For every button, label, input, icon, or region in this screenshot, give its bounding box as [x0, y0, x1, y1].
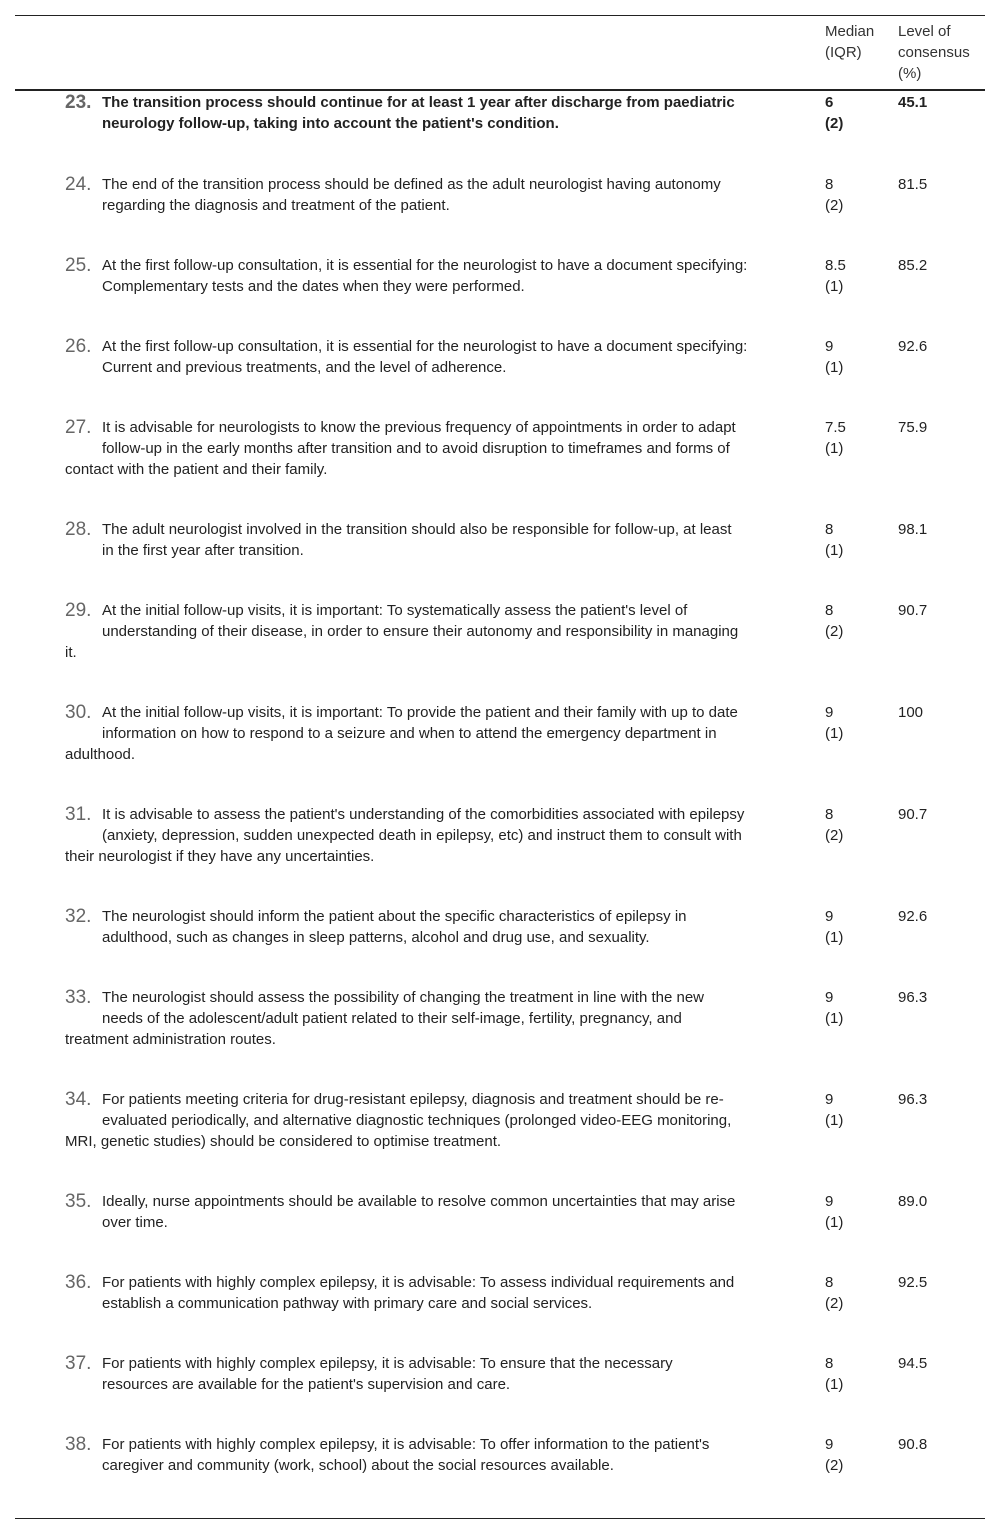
- statement-line: caregiver and community (work, school) about the social resources available.: [102, 1457, 614, 1474]
- item-number: 37.: [65, 1353, 92, 1374]
- statement-line: MRI, genetic studies) should be considered to optimise treatment.: [65, 1133, 502, 1150]
- iqr-value: (2): [825, 115, 844, 132]
- median-cell: [825, 804, 885, 846]
- consensus-value: 96.3: [898, 989, 928, 1006]
- median-value: 8.5: [825, 257, 846, 274]
- median-value: 9: [825, 989, 834, 1006]
- item-number: 25.: [65, 255, 92, 276]
- statement: [65, 906, 827, 948]
- statement-line: The neurologist should assess the possibility of changing the treatment in line with the new: [102, 989, 705, 1006]
- median-value: 9: [825, 338, 834, 355]
- median-value: 8: [825, 602, 834, 619]
- median-cell: [825, 255, 885, 297]
- statement-line: The adult neurologist involved in the transition should also be responsible for follow-up, at least: [102, 521, 732, 538]
- item-number: 32.: [65, 906, 92, 927]
- statement-line: The end of the transition process should be defined as the adult neurologist having autonomy: [102, 176, 721, 193]
- statement-line: Ideally, nurse appointments should be available to resolve common uncertainties that may arise: [102, 1193, 736, 1210]
- statement-line: At the initial follow-up visits, it is important: To systematically assess the patient's level of: [102, 602, 688, 619]
- column-header-median: [825, 21, 885, 63]
- statement-line: For patients meeting criteria for drug-resistant epilepsy, diagnosis and treatment should be re-: [102, 1091, 724, 1108]
- median-cell: [825, 1353, 885, 1395]
- median-cell: [825, 174, 885, 216]
- statement-line: in the first year after transition.: [102, 542, 304, 559]
- statement-line: Complementary tests and the dates when they were performed.: [102, 278, 525, 295]
- median-value: 8: [825, 806, 834, 823]
- consensus-value: 90.8: [898, 1436, 928, 1453]
- median-value: 9: [825, 908, 834, 925]
- median-cell: [825, 906, 885, 948]
- statement-line: The transition process should continue for at least 1 year after discharge from paediatric: [102, 94, 735, 111]
- statement-line: It is advisable for neurologists to know the previous frequency of appointments in order to adapt: [102, 419, 736, 436]
- statement-line: information on how to respond to a seizure and when to attend the emergency department in: [102, 725, 717, 742]
- iqr-value: (1): [825, 278, 844, 295]
- consensus-value: 96.3: [898, 1091, 928, 1108]
- statement-line: For patients with highly complex epilepsy, it is advisable: To offer information to the patient's: [102, 1436, 710, 1453]
- statement-line: At the initial follow-up visits, it is important: To provide the patient and their family with up to date: [102, 704, 738, 721]
- item-number: 31.: [65, 804, 92, 825]
- statement-line: contact with the patient and their family.: [65, 461, 328, 478]
- median-cell: [825, 417, 885, 459]
- statement: [65, 600, 827, 642]
- column-header-level: [898, 21, 988, 84]
- median-cell: [825, 987, 885, 1029]
- header-text: consensus: [898, 44, 970, 61]
- median-cell: [825, 1434, 885, 1476]
- median-cell: [825, 1272, 885, 1314]
- iqr-value: (1): [825, 1010, 844, 1027]
- iqr-value: (2): [825, 827, 844, 844]
- median-cell: [825, 600, 885, 642]
- statement-line: The neurologist should inform the patient about the specific characteristics of epilepsy in: [102, 908, 687, 925]
- statement-line: neurology follow-up, taking into account the patient's condition.: [102, 115, 559, 132]
- statement-line: follow-up in the early months after transition and to avoid disruption to timeframes and forms of: [102, 440, 730, 457]
- item-number: 38.: [65, 1434, 92, 1455]
- statement: [65, 1353, 827, 1395]
- statement-line: over time.: [102, 1214, 168, 1231]
- consensus-value: 90.7: [898, 806, 928, 823]
- statement: [65, 92, 827, 134]
- statement-line: evaluated periodically, and alternative diagnostic techniques (prolonged video-EEG monitoring,: [102, 1112, 732, 1129]
- consensus-value: 92.6: [898, 338, 928, 355]
- statement: [65, 987, 827, 1029]
- statement-line: At the first follow-up consultation, it is essential for the neurologist to have a document specifying:: [102, 257, 748, 274]
- statement: [65, 1272, 827, 1314]
- consensus-value: 81.5: [898, 176, 928, 193]
- header-text: Median: [825, 23, 875, 40]
- statement-line: adulthood, such as changes in sleep patterns, alcohol and drug use, and sexuality.: [102, 929, 650, 946]
- table-header-rule: [15, 89, 985, 91]
- consensus-value: 85.2: [898, 257, 928, 274]
- statement-line: regarding the diagnosis and treatment of the patient.: [102, 197, 450, 214]
- item-number: 34.: [65, 1089, 92, 1110]
- statement-line: Current and previous treatments, and the level of adherence.: [102, 359, 507, 376]
- iqr-value: (1): [825, 929, 844, 946]
- table-top-rule: [15, 15, 985, 16]
- statement: [65, 255, 827, 297]
- statement-line: it.: [65, 644, 77, 661]
- iqr-value: (1): [825, 1112, 844, 1129]
- statement: [65, 702, 827, 744]
- item-number: 30.: [65, 702, 92, 723]
- statement-line: adulthood.: [65, 746, 136, 763]
- iqr-value: (2): [825, 197, 844, 214]
- median-cell: [825, 1191, 885, 1233]
- table-bottom-rule: [15, 1518, 985, 1519]
- consensus-value: 92.5: [898, 1274, 928, 1291]
- iqr-value: (1): [825, 440, 844, 457]
- consensus-value: 92.6: [898, 908, 928, 925]
- statement: [65, 1434, 827, 1476]
- statement-line: For patients with highly complex epilepsy, it is advisable: To assess individual requirements and: [102, 1274, 735, 1291]
- median-cell: [825, 519, 885, 561]
- item-number: 23.: [65, 92, 92, 113]
- header-text: Level of: [898, 23, 951, 40]
- header-text: (IQR): [825, 44, 862, 61]
- item-number: 33.: [65, 987, 92, 1008]
- consensus-value: 45.1: [898, 94, 928, 111]
- statement-line: needs of the adolescent/adult patient related to their self-image, fertility, pregnancy, and: [102, 1010, 682, 1027]
- iqr-value: (1): [825, 725, 844, 742]
- item-number: 36.: [65, 1272, 92, 1293]
- statement-line: their neurologist if they have any uncertainties.: [65, 848, 375, 865]
- consensus-value: 89.0: [898, 1193, 928, 1210]
- iqr-value: (1): [825, 542, 844, 559]
- statement-line: (anxiety, depression, sudden unexpected death in epilepsy, etc) and instruct them to consult with: [102, 827, 742, 844]
- median-cell: [825, 92, 885, 134]
- statement-line: For patients with highly complex epilepsy, it is advisable: To ensure that the necessary: [102, 1355, 673, 1372]
- statement: [65, 174, 827, 216]
- statement: [65, 1191, 827, 1233]
- iqr-value: (2): [825, 1295, 844, 1312]
- consensus-value: 100: [898, 704, 924, 721]
- median-value: 8: [825, 176, 834, 193]
- median-value: 7.5: [825, 419, 846, 436]
- iqr-value: (1): [825, 1214, 844, 1231]
- statement: [65, 804, 827, 846]
- median-value: 8: [825, 521, 834, 538]
- iqr-value: (1): [825, 359, 844, 376]
- median-value: 8: [825, 1355, 834, 1372]
- statement-line: treatment administration routes.: [65, 1031, 276, 1048]
- iqr-value: (2): [825, 1457, 844, 1474]
- consensus-value: 98.1: [898, 521, 928, 538]
- median-value: 6: [825, 94, 834, 111]
- header-text: (%): [898, 65, 922, 82]
- statement: [65, 417, 827, 459]
- statement-line: establish a communication pathway with primary care and social services.: [102, 1295, 593, 1312]
- statement: [65, 1089, 827, 1131]
- statement-line: At the first follow-up consultation, it is essential for the neurologist to have a document specifying:: [102, 338, 748, 355]
- statement: [65, 519, 827, 561]
- statement: [65, 336, 827, 378]
- median-value: 9: [825, 1436, 834, 1453]
- median-cell: [825, 336, 885, 378]
- iqr-value: (1): [825, 1376, 844, 1393]
- median-value: 8: [825, 1274, 834, 1291]
- item-number: 26.: [65, 336, 92, 357]
- consensus-value: 90.7: [898, 602, 928, 619]
- statement-line: resources are available for the patient's supervision and care.: [102, 1376, 511, 1393]
- item-number: 29.: [65, 600, 92, 621]
- consensus-value: 75.9: [898, 419, 928, 436]
- median-value: 9: [825, 1193, 834, 1210]
- median-value: 9: [825, 704, 834, 721]
- item-number: 24.: [65, 174, 92, 195]
- item-number: 35.: [65, 1191, 92, 1212]
- consensus-value: 94.5: [898, 1355, 928, 1372]
- median-cell: [825, 1089, 885, 1131]
- item-number: 27.: [65, 417, 92, 438]
- statement-line: It is advisable to assess the patient's understanding of the comorbidities associated with epilepsy: [102, 806, 745, 823]
- statement-line: understanding of their disease, in order to ensure their autonomy and responsibility in managing: [102, 623, 739, 640]
- item-number: 28.: [65, 519, 92, 540]
- median-cell: [825, 702, 885, 744]
- iqr-value: (2): [825, 623, 844, 640]
- median-value: 9: [825, 1091, 834, 1108]
